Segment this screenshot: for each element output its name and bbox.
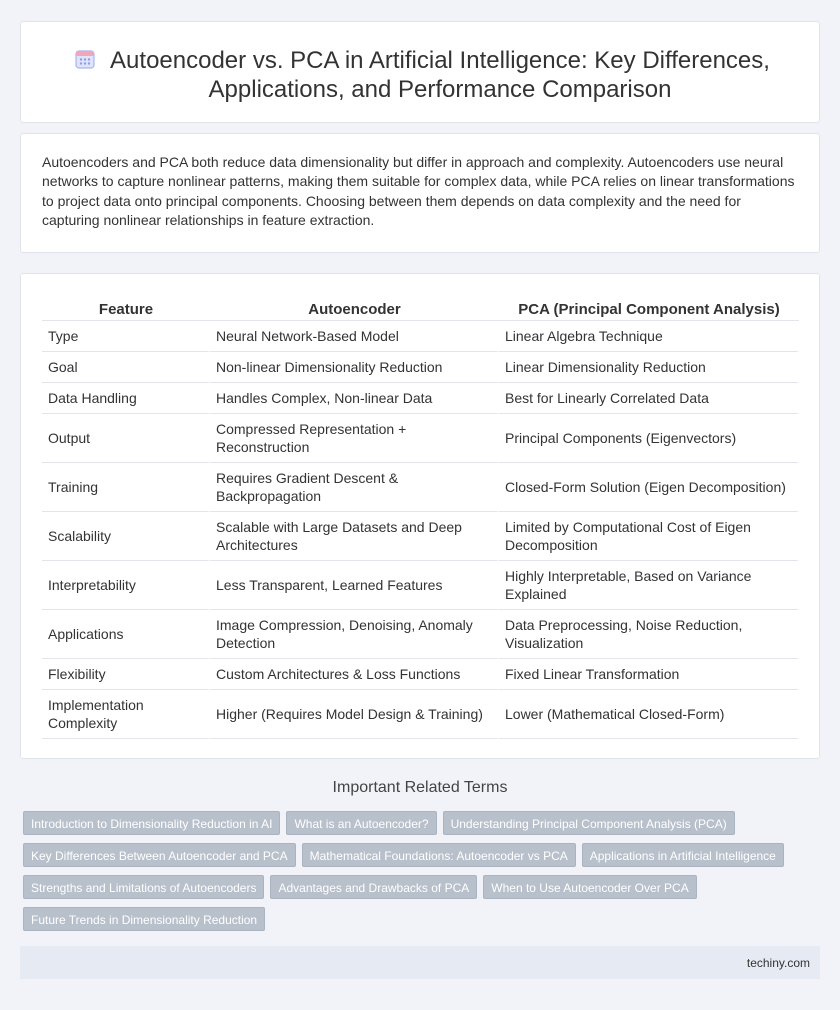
- autoencoder-cell: Neural Network-Based Model: [210, 321, 499, 352]
- autoencoder-cell: Image Compression, Denoising, Anomaly Detection: [210, 610, 499, 659]
- related-terms-list: [23, 811, 813, 931]
- related-term-tag[interactable]: Applications in Artificial Intelligence: [582, 843, 784, 867]
- intro-paragraph: Autoencoders and PCA both reduce data dimensionality but differ in approach and complexity. Autoencoders use neural networks to capture nonlinear patterns, making them suitable for complex data, while PCA relies on linear transformations to project data onto principal components. Choosing between them depends on data complexity and the need for capturing nonlinear relationships in feature extraction.: [42, 154, 795, 229]
- related-term-tag[interactable]: Strengths and Limitations of Autoencoders: [23, 875, 264, 899]
- autoencoder-cell: Requires Gradient Descent & Backpropagation: [210, 463, 499, 512]
- table-row: [42, 414, 799, 463]
- related-term-tag[interactable]: Future Trends in Dimensionality Reduction: [23, 907, 265, 931]
- header-card: [20, 21, 820, 123]
- pca-cell: Data Preprocessing, Noise Reduction, Visualization: [499, 610, 799, 659]
- pca-cell: Highly Interpretable, Based on Variance Explained: [499, 561, 799, 610]
- autoencoder-cell: Handles Complex, Non-linear Data: [210, 383, 499, 414]
- related-term-tag[interactable]: Key Differences Between Autoencoder and PCA: [23, 843, 296, 867]
- column-header-feature: Feature: [42, 295, 210, 321]
- pca-cell: Limited by Computational Cost of Eigen Decomposition: [499, 512, 799, 561]
- table-row: [42, 610, 799, 659]
- autoencoder-cell: Compressed Representation + Reconstruction: [210, 414, 499, 463]
- comparison-table: [42, 295, 799, 739]
- pca-cell: Best for Linearly Correlated Data: [499, 383, 799, 414]
- autoencoder-cell: Higher (Requires Model Design & Training): [210, 690, 499, 739]
- feature-cell: Output: [42, 414, 210, 463]
- table-row: [42, 561, 799, 610]
- pca-cell: Principal Components (Eigenvectors): [499, 414, 799, 463]
- related-term-tag[interactable]: Understanding Principal Component Analysis (PCA): [443, 811, 735, 835]
- table-row: [42, 352, 799, 383]
- related-term-tag[interactable]: What is an Autoencoder?: [286, 811, 436, 835]
- related-term-tag[interactable]: Advantages and Drawbacks of PCA: [270, 875, 477, 899]
- related-term-tag[interactable]: Introduction to Dimensionality Reduction in AI: [23, 811, 280, 835]
- feature-cell: Implementation Complexity: [42, 690, 210, 739]
- feature-cell: Type: [42, 321, 210, 352]
- pca-cell: Lower (Mathematical Closed-Form): [499, 690, 799, 739]
- pca-cell: Fixed Linear Transformation: [499, 659, 799, 690]
- autoencoder-cell: Less Transparent, Learned Features: [210, 561, 499, 610]
- table-row: [42, 463, 799, 512]
- feature-cell: Applications: [42, 610, 210, 659]
- feature-cell: Interpretability: [42, 561, 210, 610]
- table-row: [42, 690, 799, 739]
- pca-cell: Closed-Form Solution (Eigen Decomposition): [499, 463, 799, 512]
- column-header-pca: PCA (Principal Component Analysis): [499, 295, 799, 321]
- feature-cell: Scalability: [42, 512, 210, 561]
- related-terms-heading: Important Related Terms: [332, 779, 508, 796]
- autoencoder-cell: Scalable with Large Datasets and Deep Architectures: [210, 512, 499, 561]
- pca-cell: Linear Dimensionality Reduction: [499, 352, 799, 383]
- related-term-tag[interactable]: When to Use Autoencoder Over PCA: [483, 875, 696, 899]
- table-row: [42, 512, 799, 561]
- feature-cell: Training: [42, 463, 210, 512]
- related-term-tag[interactable]: Mathematical Foundations: Autoencoder vs PCA: [302, 843, 576, 867]
- table-header-row: [42, 295, 799, 321]
- autoencoder-cell: Custom Architectures & Loss Functions: [210, 659, 499, 690]
- comparison-card: [20, 273, 820, 759]
- pca-cell: Linear Algebra Technique: [499, 321, 799, 352]
- footer-bar: [20, 946, 820, 979]
- autoencoder-cell: Non-linear Dimensionality Reduction: [210, 352, 499, 383]
- intro-card: [20, 133, 820, 253]
- footer-site-link[interactable]: techiny.com: [746, 956, 810, 970]
- table-row: [42, 383, 799, 414]
- feature-cell: Data Handling: [42, 383, 210, 414]
- table-row: [42, 659, 799, 690]
- table-row: [42, 321, 799, 352]
- feature-cell: Flexibility: [42, 659, 210, 690]
- column-header-autoencoder: Autoencoder: [210, 295, 499, 321]
- feature-cell: Goal: [42, 352, 210, 383]
- page-title: Autoencoder vs. PCA in Artificial Intelligence: Key Differences, Applications, and Performance Comparison: [110, 47, 770, 103]
